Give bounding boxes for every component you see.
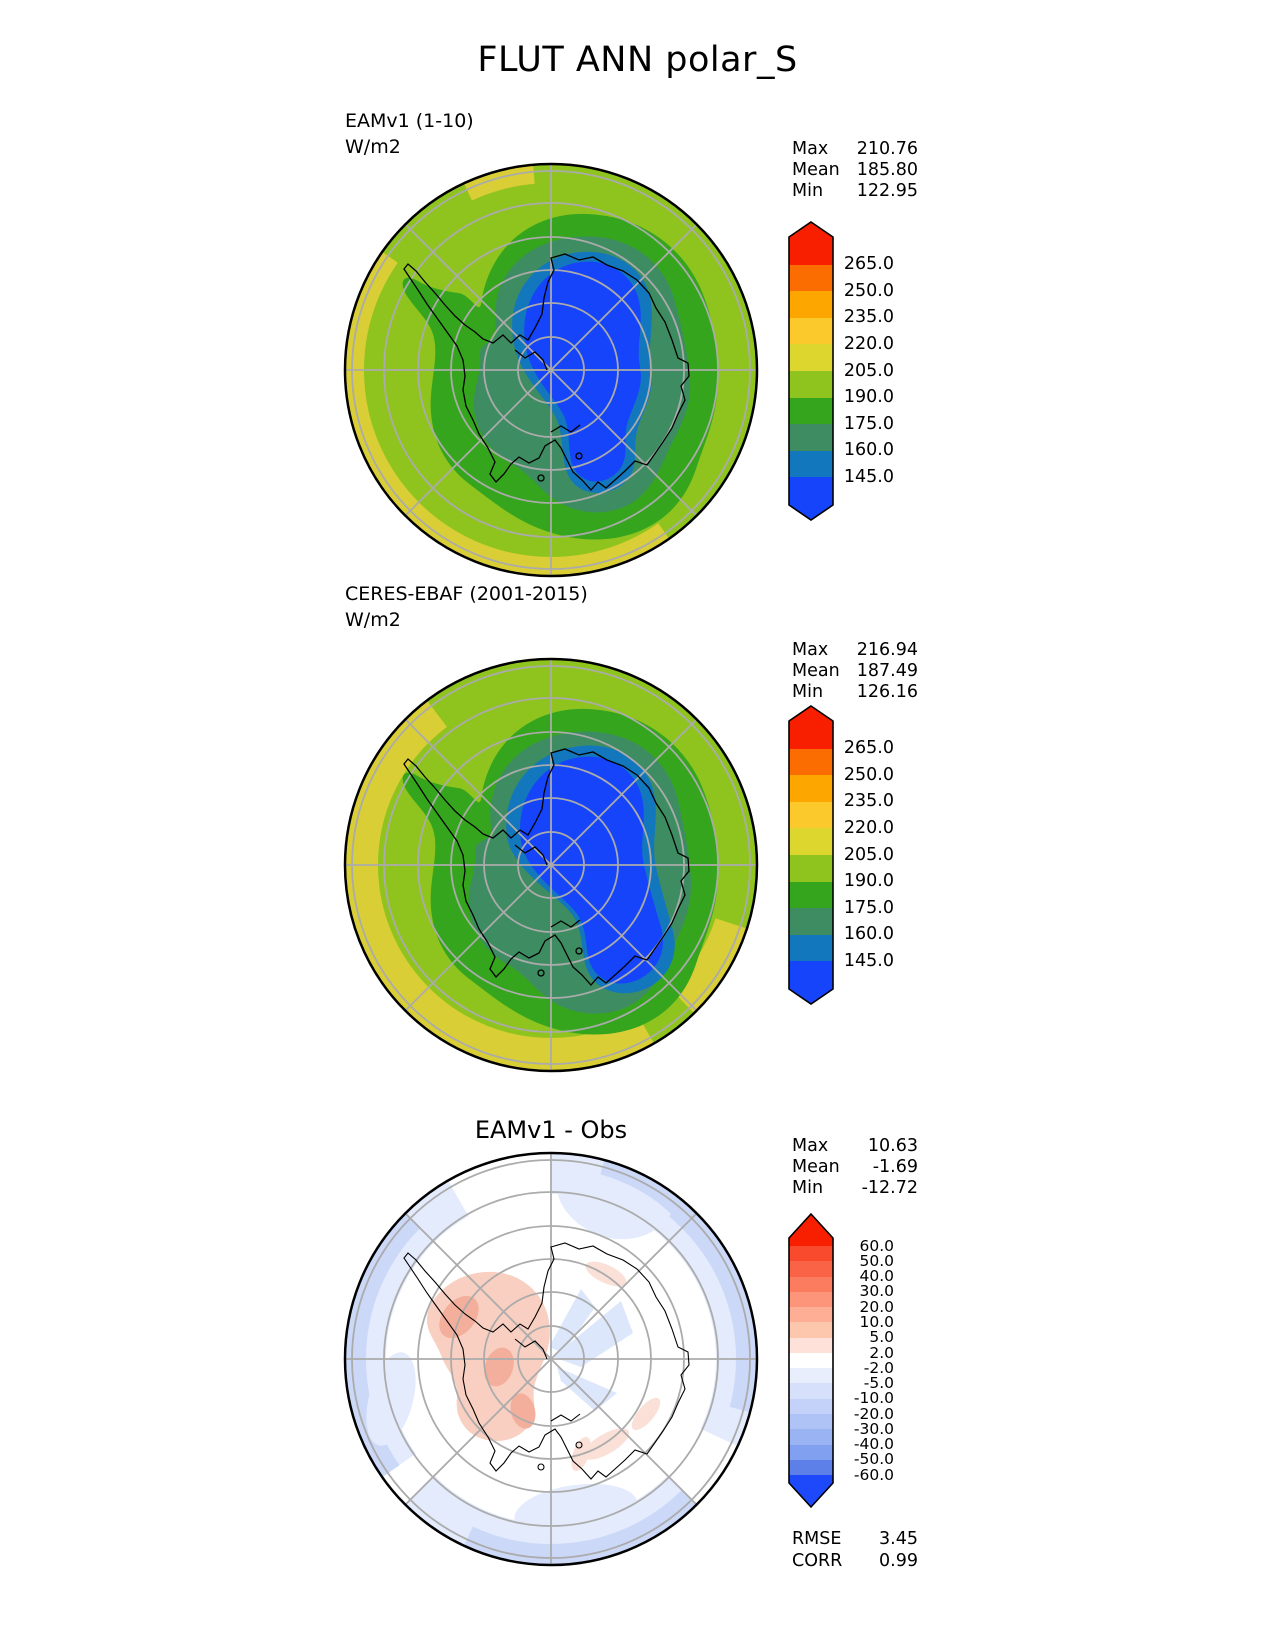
colorbar-tick: 5.0 [869, 1328, 894, 1347]
colorbar-tick: 40.0 [859, 1267, 894, 1286]
colorbar-tick: -2.0 [863, 1358, 894, 1377]
stat-row: Mean 185.80 [792, 160, 918, 180]
panel1-colorbar-ticks [842, 251, 894, 490]
colorbar-segment [789, 1277, 833, 1292]
colorbar-tick: 220.0 [843, 334, 894, 355]
stat-row: Max 10.63 [792, 1136, 918, 1156]
colorbar-segment [789, 1261, 833, 1276]
colorbar-tick: 20.0 [859, 1297, 894, 1316]
colorbar-segment [789, 318, 833, 345]
colorbar-segment [789, 802, 833, 829]
colorbar-tick: 250.0 [843, 280, 894, 301]
panel1-map [341, 160, 761, 580]
colorbar-segment [789, 265, 833, 292]
stat-row: Max 210.76 [792, 139, 918, 159]
panel3-title: EAMv1 - Obs [474, 1116, 628, 1144]
colorbar-segment [789, 291, 833, 318]
colorbar-segment [789, 935, 833, 962]
colorbar-segment [789, 1322, 833, 1337]
colorbar-tick: 60.0 [859, 1236, 894, 1255]
colorbar-segment [789, 1307, 833, 1322]
panel1-label-name: EAMv1 (1-10) [345, 110, 474, 132]
panel3-map [341, 1149, 761, 1569]
colorbar-tick: 190.0 [843, 871, 894, 892]
colorbar-tick: 220.0 [843, 818, 894, 839]
colorbar-tick: 235.0 [843, 791, 894, 812]
panel1-label [345, 108, 474, 160]
stat-row: Max 216.94 [792, 640, 918, 660]
panel1-graticule [345, 164, 757, 576]
colorbar-segment [789, 1445, 833, 1460]
colorbar-segment [789, 1292, 833, 1307]
colorbar-segment [789, 828, 833, 855]
colorbar-tick: 160.0 [843, 924, 894, 945]
figure-title: FLUT ANN polar_S [477, 40, 798, 80]
colorbar-segment [789, 477, 833, 520]
colorbar-segment [789, 1475, 833, 1507]
stat-row: CORR 0.99 [792, 1551, 918, 1571]
colorbar-tick: -50.0 [853, 1450, 894, 1469]
colorbar-segment [789, 451, 833, 478]
colorbar-tick: 235.0 [843, 307, 894, 328]
colorbar-segment [789, 424, 833, 451]
colorbar-tick: 145.0 [843, 951, 894, 972]
panel3-colorbar-ticks [842, 1238, 894, 1482]
colorbar-tick: 205.0 [843, 844, 894, 865]
stat-row: RMSE 3.45 [792, 1529, 918, 1549]
colorbar-segment [789, 1246, 833, 1261]
colorbar-segment [789, 855, 833, 882]
colorbar-tick: -10.0 [853, 1389, 894, 1408]
colorbar-segment [789, 398, 833, 425]
colorbar-segment [789, 1368, 833, 1383]
colorbar-tick: -5.0 [863, 1374, 894, 1393]
colorbar-segment [789, 1460, 833, 1475]
colorbar-tick: 205.0 [843, 360, 894, 381]
panel2-colorbar-body [789, 706, 833, 1004]
colorbar-tick: 190.0 [843, 387, 894, 408]
colorbar-tick: 160.0 [843, 440, 894, 461]
colorbar-tick: 10.0 [859, 1312, 894, 1331]
stat-row: Mean 187.49 [792, 661, 918, 681]
colorbar-segment [789, 1338, 833, 1353]
colorbar-segment [789, 1383, 833, 1398]
colorbar-segment [789, 1214, 833, 1246]
panel1-stats [792, 139, 918, 202]
rmse-corr-stats [792, 1528, 918, 1572]
colorbar-segment [789, 1414, 833, 1429]
stat-row: Min -12.72 [792, 1178, 918, 1198]
colorbar-tick: 175.0 [843, 413, 894, 434]
stat-row: Min 126.16 [792, 682, 918, 702]
colorbar-segment [789, 706, 833, 749]
stat-row: Min 122.95 [792, 181, 918, 201]
panel2-label-name: CERES-EBAF (2001-2015) [345, 583, 588, 605]
colorbar-tick: 50.0 [859, 1251, 894, 1270]
panel3-stats [792, 1136, 918, 1199]
colorbar-tick: 145.0 [843, 467, 894, 488]
panel2-graticule [345, 659, 757, 1071]
panel1-colorbar-body [789, 222, 833, 520]
colorbar-segment [789, 1353, 833, 1368]
colorbar-segment [789, 908, 833, 935]
colorbar-segment [789, 882, 833, 909]
colorbar-tick: 265.0 [843, 254, 894, 275]
colorbar-tick: -30.0 [853, 1419, 894, 1438]
colorbar-tick: 250.0 [843, 764, 894, 785]
colorbar-tick: -40.0 [853, 1435, 894, 1454]
stat-row: Mean -1.69 [792, 1157, 918, 1177]
colorbar-tick: 30.0 [859, 1282, 894, 1301]
colorbar-segment [789, 371, 833, 398]
colorbar-tick: 265.0 [843, 738, 894, 759]
panel1-label-units: W/m2 [345, 136, 401, 158]
panel2-label-units: W/m2 [345, 609, 401, 631]
colorbar-segment [789, 749, 833, 776]
colorbar-segment [789, 775, 833, 802]
panel2-map [341, 655, 761, 1075]
colorbar-tick: -60.0 [853, 1465, 894, 1484]
panel2-label [345, 581, 588, 633]
colorbar-segment [789, 344, 833, 371]
colorbar-segment [789, 1429, 833, 1444]
colorbar-tick: 2.0 [869, 1343, 894, 1362]
panel3-colorbar-body [789, 1214, 833, 1507]
panel3-graticule [345, 1153, 757, 1565]
panel2-stats [792, 640, 918, 703]
colorbar-tick: 175.0 [843, 897, 894, 918]
colorbar-segment [789, 222, 833, 265]
panel2-colorbar-ticks [842, 735, 894, 974]
colorbar-segment [789, 1399, 833, 1414]
colorbar-segment [789, 961, 833, 1004]
colorbar-tick: -20.0 [853, 1404, 894, 1423]
